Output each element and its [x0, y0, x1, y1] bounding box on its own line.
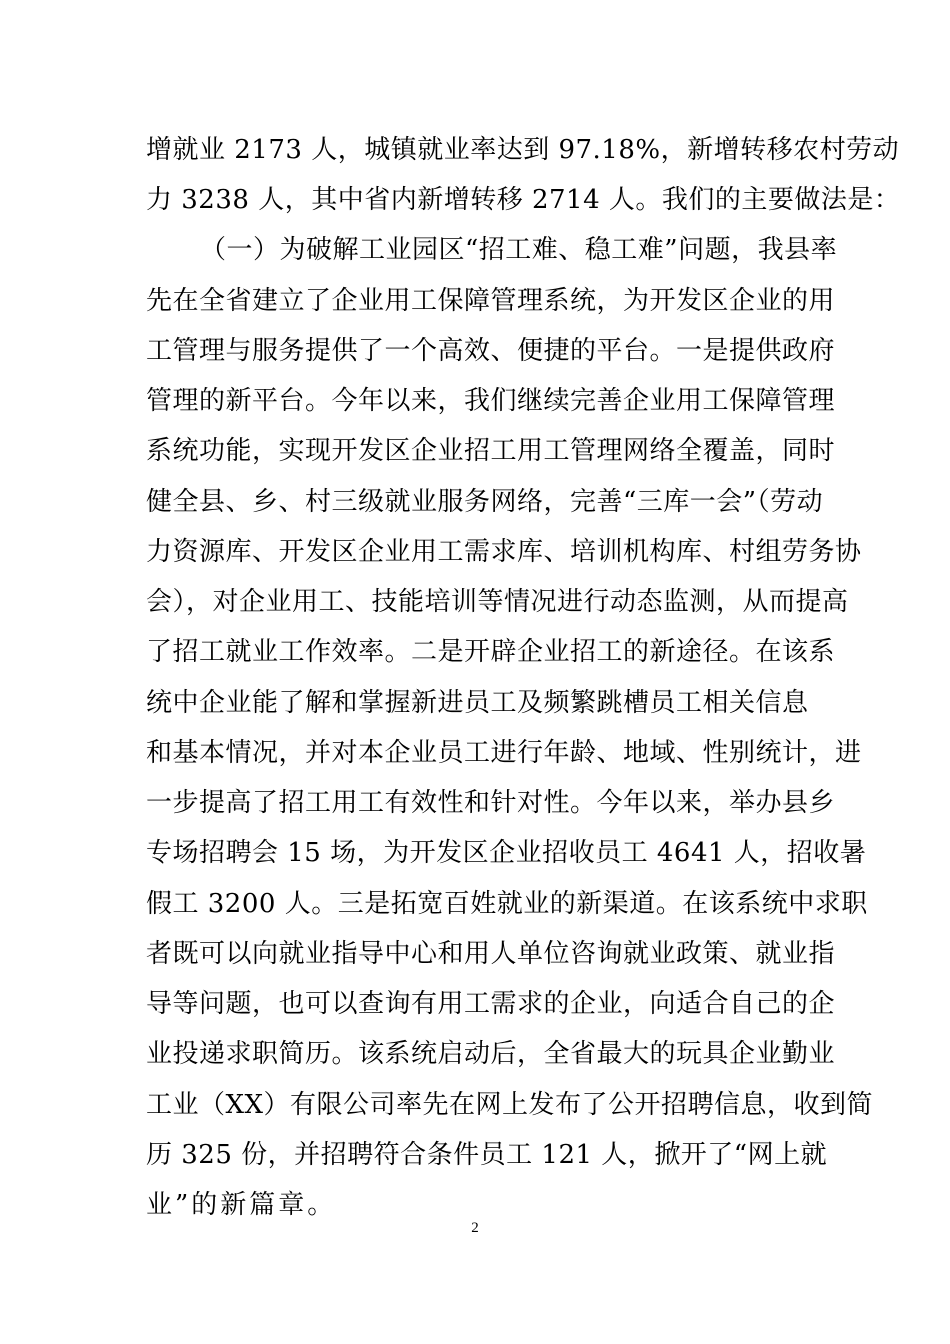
- page-number: 2: [471, 1220, 479, 1236]
- paragraph-line: 健全县、乡、村三级就业服务网络，完善“三库一会”（劳动: [146, 487, 824, 517]
- paragraph-line: 力 3238 人，其中省内新增转移 2714 人。我们的主要做法是：: [146, 185, 901, 215]
- paragraph-line: 管理的新平台。今年以来，我们继续完善企业用工保障管理: [146, 386, 836, 416]
- paragraph-line: 增就业 2173 人，城镇就业率达到 97.18%，新增转移农村劳动: [146, 135, 900, 165]
- paragraph-line: 统中企业能了解和掌握新进员工及频繁跳槽员工相关信息: [146, 688, 809, 718]
- paragraph-line: 业”的新篇章。: [146, 1190, 337, 1220]
- paragraph-line: 系统功能，实现开发区企业招工用工管理网络全覆盖，同时: [146, 436, 836, 466]
- paragraph-line: 假工 3200 人。三是拓宽百姓就业的新渠道。在该系统中求职: [146, 889, 868, 919]
- paragraph-line: 会），对企业用工、技能培训等情况进行动态监测，从而提高: [146, 587, 849, 617]
- paragraph-line: 工管理与服务提供了一个高效、便捷的平台。一是提供政府: [146, 336, 836, 366]
- paragraph-line: （一）为破解工业园区“招工难、稳工难”问题，我县率: [200, 235, 838, 265]
- paragraph-line: 者既可以向就业指导中心和用人单位咨询就业政策、就业指: [146, 939, 836, 969]
- paragraph-line: 和基本情况，并对本企业员工进行年龄、地域、性别统计，进: [146, 738, 862, 768]
- paragraph-line: 业投递求职简历。该系统启动后，全省最大的玩具企业勤业: [146, 1039, 836, 1069]
- paragraph-line: 历 325 份，并招聘符合条件员工 121 人，掀开了“网上就: [146, 1140, 828, 1170]
- paragraph-line: 了招工就业工作效率。二是开辟企业招工的新途径。在该系: [146, 637, 836, 667]
- paragraph-line: 力资源库、开发区企业用工需求库、培训机构库、村组劳务协: [146, 537, 862, 567]
- paragraph-line: 工业（XX）有限公司率先在网上发布了公开招聘信息，收到简: [146, 1090, 874, 1120]
- paragraph-line: 一步提高了招工用工有效性和针对性。今年以来，举办县乡: [146, 788, 836, 818]
- paragraph-line: 导等问题，也可以查询有用工需求的企业，向适合自己的企: [146, 989, 836, 1019]
- paragraph-line: 专场招聘会 15 场，为开发区企业招收员工 4641 人，招收暑: [146, 838, 867, 868]
- paragraph-line: 先在全省建立了企业用工保障管理系统，为开发区企业的用: [146, 286, 836, 316]
